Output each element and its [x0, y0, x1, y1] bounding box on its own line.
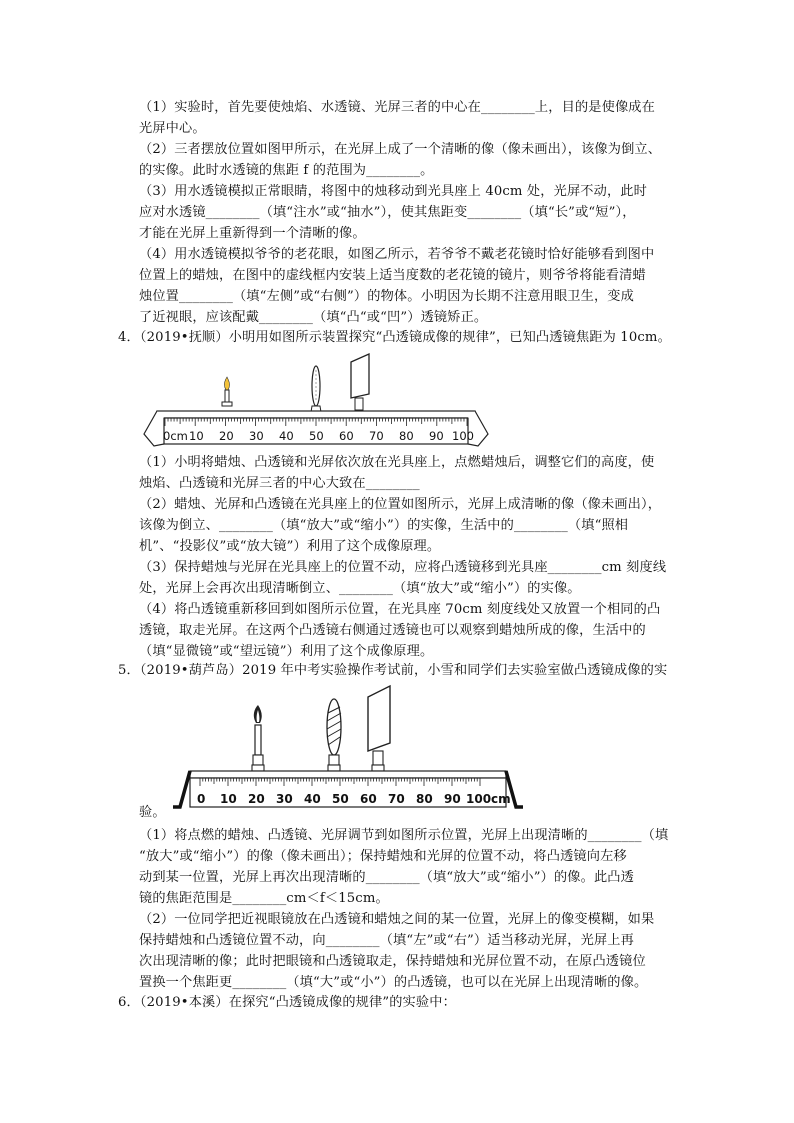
- q5-scale-label-60: 60: [360, 792, 377, 806]
- q5-scale-label-10: 10: [220, 792, 237, 806]
- q3-line-2: 光屏中心。: [139, 121, 206, 136]
- q4-scale-label-50: 50: [309, 429, 324, 443]
- q5-scale-label-100cm: 100cm: [466, 792, 511, 806]
- q4-scale-label-30: 30: [249, 429, 264, 443]
- q4-line-5: 机”、“投影仪”或“放大镜”）利用了这个成像原理。: [139, 539, 441, 554]
- q3-line-8: （4）用水透镜模拟爷爷的老花眼，如图乙所示，若爷爷不戴老花镜时恰好能够看到图中: [139, 247, 655, 262]
- q5-line-8: 置换一个焦距更________（填“大”或“小”）的凸透镜，也可以在光屏上出现清晰的像。: [139, 975, 648, 990]
- q3-line-11: 了近视眼，应该配戴________（填“凸“或“凹”）透镜矫正。: [139, 310, 488, 325]
- q4-line-8: （4）将凸透镜重新移回到如图所示位置，在光具座 70cm 刻度线处又放置一个相同的凸: [139, 602, 661, 617]
- q4-line-6: （3）保持蜡烛与光屏在光具座上的位置不动，应将凸透镜移到光具座________cm 刻度线: [139, 560, 667, 575]
- q4-scale-label-40: 40: [279, 429, 294, 443]
- q5-scale-label-90: 90: [444, 792, 461, 806]
- q5-scale-label-80: 80: [416, 792, 433, 806]
- q4-optical-bench-figure: [140, 350, 492, 450]
- q5-header-text: （2019•葫芦岛）2019 年中考实验操作考试前，小雪和同学们去实验室做凸透镜成像的实: [139, 663, 668, 678]
- q5-line-4: 镜的焦距范围是________cm＜f＜15cm。: [139, 891, 389, 906]
- q5-scale-label-70: 70: [388, 792, 405, 806]
- q4-number: 4．: [118, 330, 140, 345]
- q4-line-7: 处，光屏上会再次出现清晰倒立、________（填“放大”或“缩小”）的实像。: [139, 581, 581, 596]
- q4-light-screen: [351, 354, 369, 410]
- q5-scale-label-0: 0: [197, 792, 206, 806]
- q6-header: [118, 992, 456, 1013]
- q4-line-2: 烛焰、凸透镜和光屏三者的中心大致在________: [139, 476, 420, 491]
- q5-line-1: （1）将点燃的蜡烛、凸透镜、光屏调节到如图所示位置，光屏上出现清晰的________（填: [139, 828, 669, 843]
- q4-convex-lens: [311, 366, 321, 412]
- q5-scale-label-20: 20: [248, 792, 265, 806]
- q6-number: 6．: [118, 995, 140, 1010]
- q4-line-1: （1）小明将蜡烛、凸透镜和光屏依次放在光具座上，点燃蜡烛后，调整它们的高度，使: [139, 455, 655, 470]
- q5-scale-label-50: 50: [332, 792, 349, 806]
- q3-line-4: 的实像。此时水透镜的焦距 f 的范围为________。: [139, 163, 434, 178]
- q4-header: [118, 327, 671, 348]
- q3-line-6: 应对水透镜________（填“注水”或“抽水”），使其焦距变________（填“长”或“短”），: [139, 205, 636, 220]
- q4-line-4: 该像为倒立、________（填“放大”或“缩小”）的实像，生活中的________（填“照相: [139, 518, 629, 533]
- q4-scale-label-80: 80: [399, 429, 414, 443]
- q3-line-9: 位置上的蜡烛，在图中的虚线框内安装上适当度数的老花镜的镜片，则爷爷将能看清蜡: [139, 268, 646, 283]
- q5-line-7: 次出现清晰的像；此时把眼镜和凸透镜取走，保持蜡烛和光屏位置不动，在原凸透镜位: [139, 954, 646, 969]
- q3-line-7: 才能在光屏上重新得到一个清晰的像。: [139, 226, 366, 241]
- q5-line-6: 保持蜡烛和凸透镜位置不动，向________（填“左”或“右”）适当移动光屏，光屏上再: [139, 933, 634, 948]
- q4-scale-label-10: 10: [189, 429, 204, 443]
- q4-scale-label-70: 70: [369, 429, 384, 443]
- q5-line-3: 动到某一位置，光屏上再次出现清晰的________（填“放大”或“缩小”）的像。此凸透: [139, 870, 634, 885]
- q5-light-screen: [368, 686, 390, 771]
- q6-header-text: （2019•本溪）在探究“凸透镜成像的规律”的实验中：: [139, 995, 456, 1010]
- q5-header-continuation: 验。: [139, 805, 166, 820]
- q3-line-5: （3）用水透镜模拟正常眼睛，将图中的烛移动到光具座上 40cm 处，光屏不动，此时: [139, 184, 647, 199]
- q5-line-5: （2）一位同学把近视眼镜放在凸透镜和蜡烛之间的某一位置，光屏上的像变模糊，如果: [139, 912, 655, 927]
- q4-line-3: （2）蜡烛、光屏和凸透镜在光具座上的位置如图所示，光屏上成清晰的像（像未画出），: [139, 497, 662, 512]
- q4-scale-label-90: 90: [429, 429, 444, 443]
- q5-optical-bench-figure: [170, 683, 530, 811]
- q4-candle: [222, 377, 232, 406]
- q4-scale-label-20: 20: [219, 429, 234, 443]
- q5-number: 5．: [118, 663, 140, 678]
- q3-line-1: （1）实验时，首先要使烛焰、水透镜、光屏三者的中心在________上，目的是使像成在: [139, 100, 655, 115]
- q4-scale-label-100: 100: [452, 429, 474, 443]
- q4-scale-label-0: 0cm: [163, 429, 188, 443]
- q5-line-2: “放大”或“缩小”）的像（像未画出）；保持蜡烛和光屏的位置不动，将凸透镜向左移: [139, 849, 627, 864]
- q4-header-text: （2019•抚顺）小明用如图所示装置探究“凸透镜成像的规律”，已知凸透镜焦距为 10cm。: [139, 330, 671, 345]
- q5-candle: [252, 705, 264, 771]
- q4-scale-label-60: 60: [339, 429, 354, 443]
- q4-line-10: （填“显微镜”或“望远镜”）利用了这个成像原理。: [139, 644, 434, 659]
- q5-convex-lens: [327, 699, 341, 771]
- q5-scale-label-40: 40: [304, 792, 321, 806]
- q3-line-10: 烛位置________（填“左侧”或“右侧”）的物体。小明因为长期不注意用眼卫生，变成: [139, 289, 634, 304]
- q5-scale-label-30: 30: [276, 792, 293, 806]
- q5-header: [118, 660, 667, 681]
- q4-line-9: 透镜，取走光屏。在这两个凸透镜右侧通过透镜也可以观察到蜡烛所成的像，生活中的: [139, 623, 646, 638]
- q3-line-3: （2）三者摆放位置如图甲所示，在光屏上成了一个清晰的像（像未画出），该像为倒立、: [139, 142, 662, 157]
